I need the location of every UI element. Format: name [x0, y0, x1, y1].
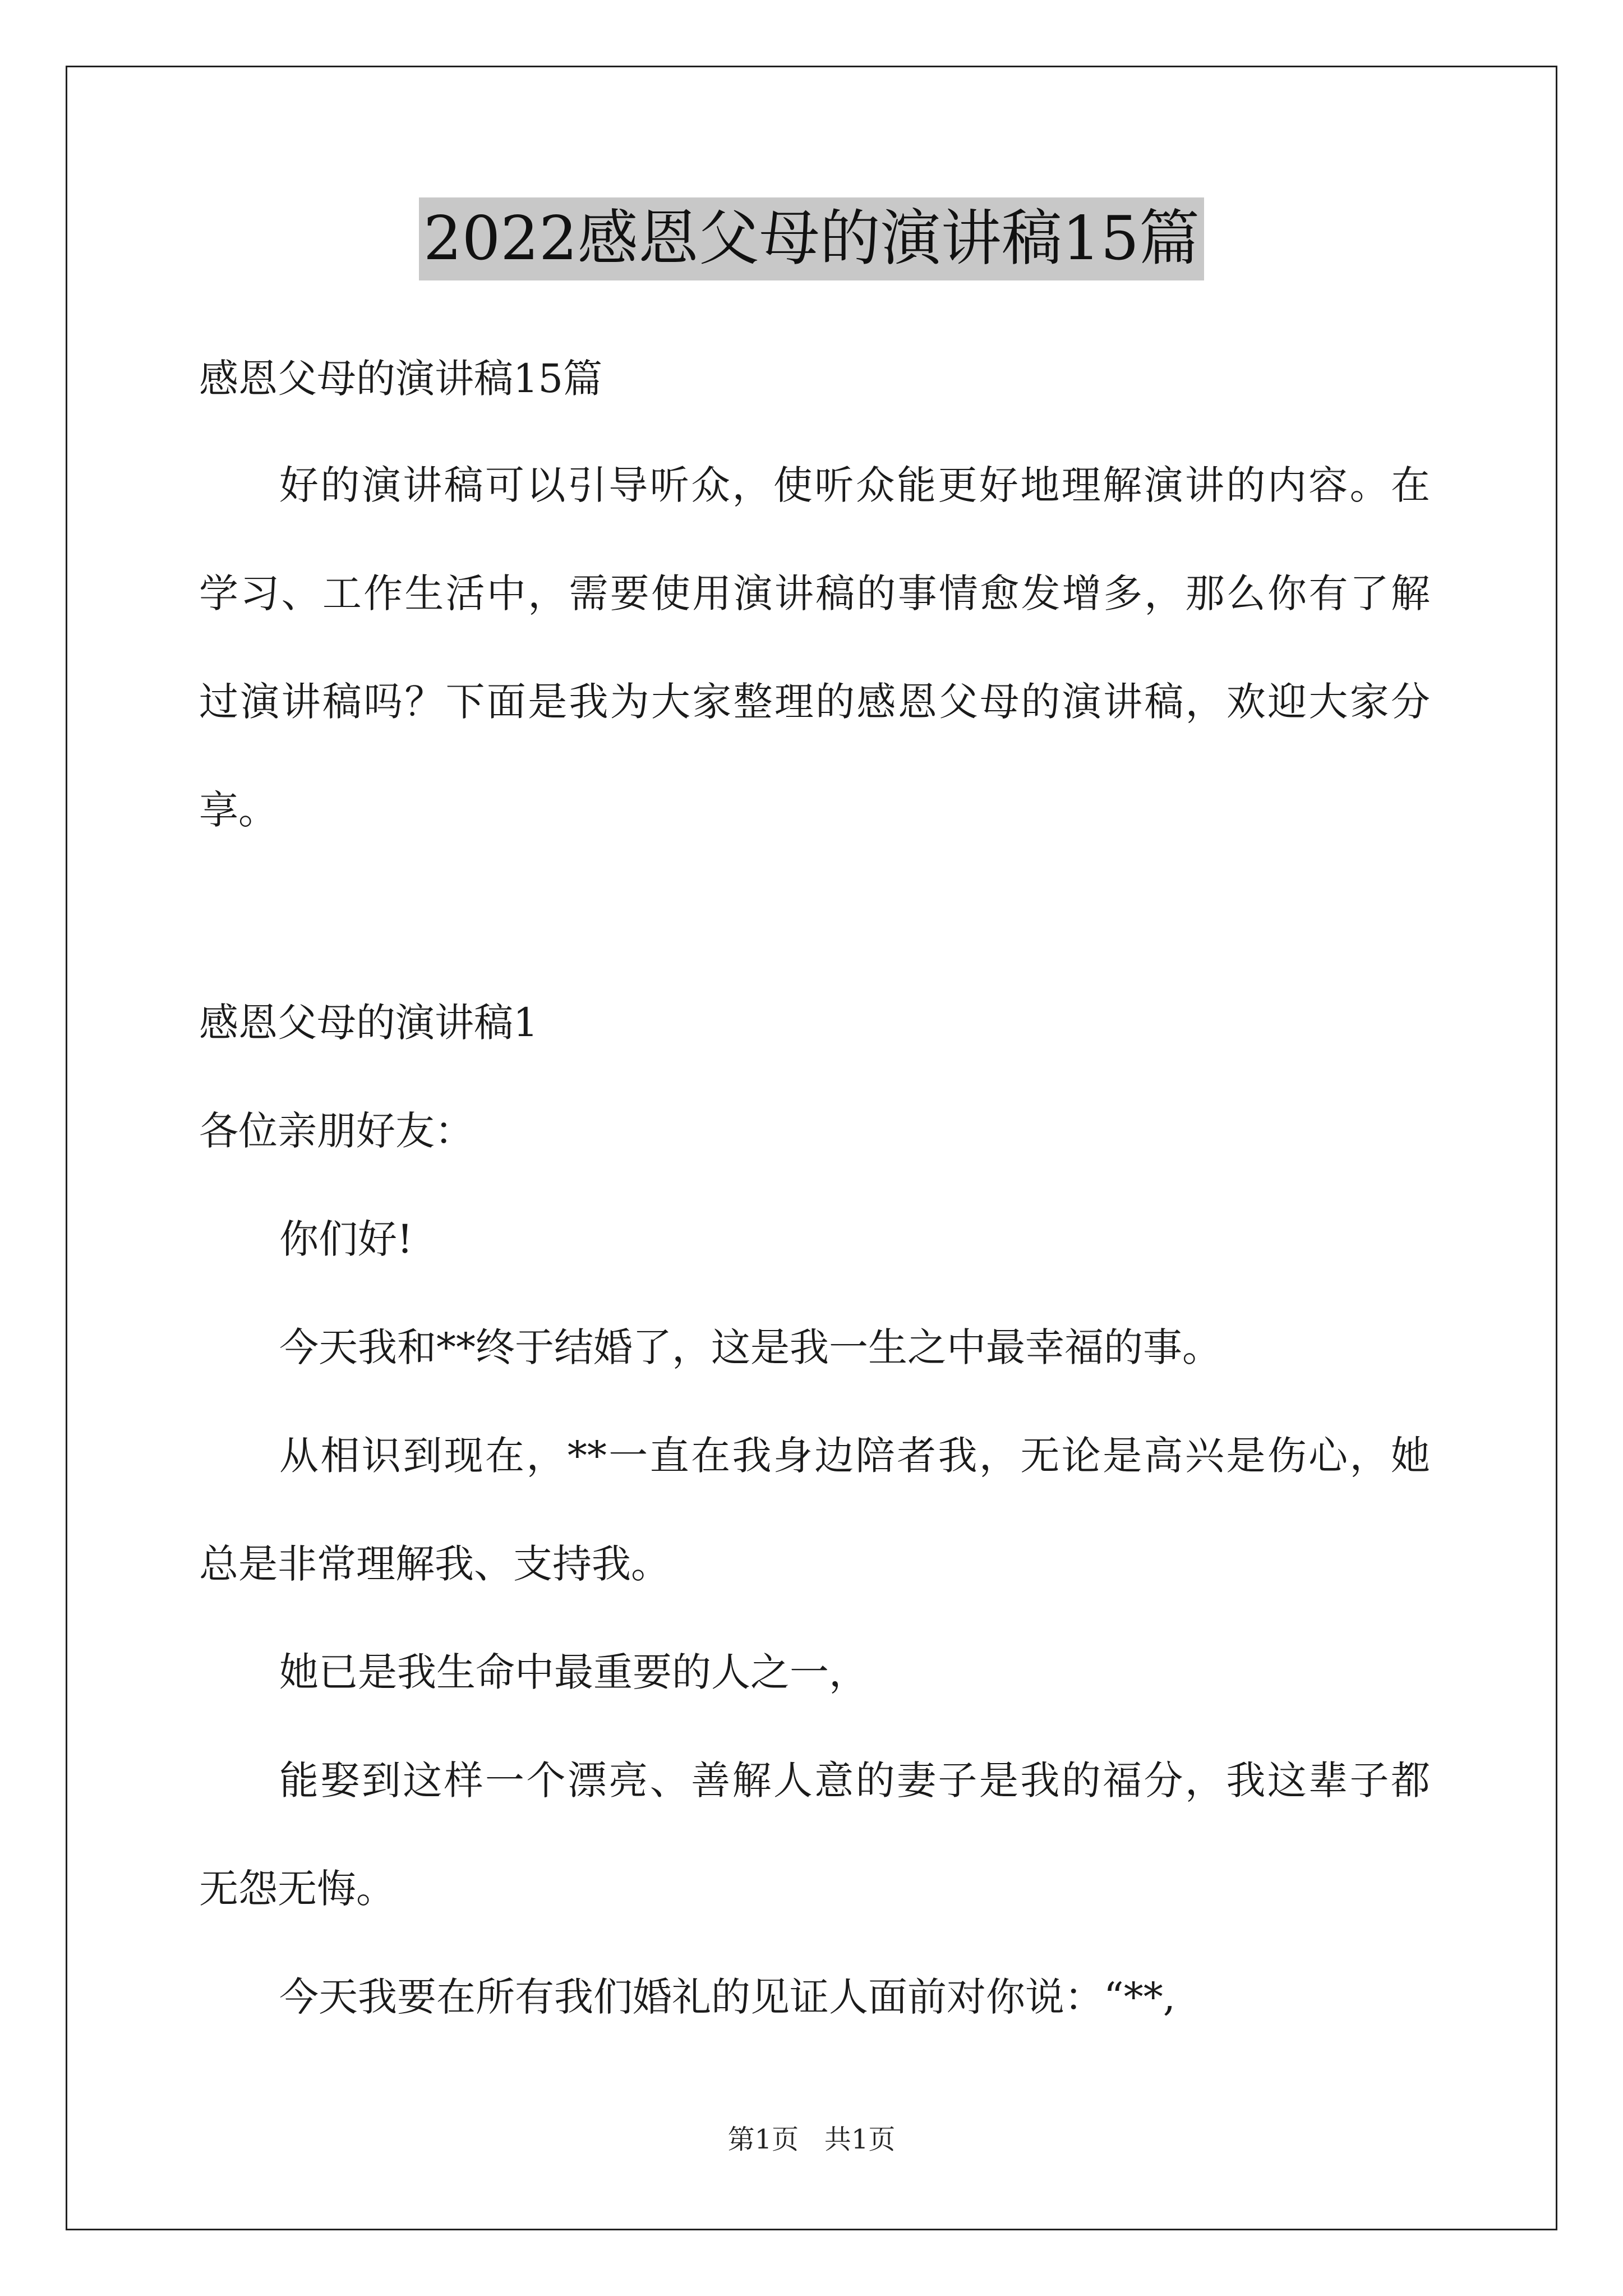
paragraph-line: 好的演讲稿可以引导听众，使听众能更好地理解演讲的内容。在 — [279, 462, 1430, 508]
salutation-line: 各位亲朋好友： — [199, 1108, 474, 1154]
paragraph-line: 今天我和**终于结婚了，这是我一生之中最幸福的事。 — [279, 1324, 1221, 1370]
paragraph-line: 过演讲稿吗？下面是我为大家整理的感恩父母的演讲稿，欢迎大家分 — [199, 679, 1430, 725]
paragraph-line: 总是非常理解我、支持我。 — [199, 1541, 670, 1587]
paragraph-line: 今天我要在所有我们婚礼的见证人面前对你说：“**, — [279, 1974, 1176, 2020]
title-container — [0, 197, 1623, 280]
paragraph-line: 能娶到这样一个漂亮、善解人意的妻子是我的福分，我这辈子都 — [279, 1757, 1430, 1803]
paragraph-line: 你们好! — [279, 1216, 413, 1262]
paragraph-line: 享。 — [199, 787, 278, 833]
document-title: 2022感恩父母的演讲稿15篇 — [419, 197, 1204, 280]
page-footer — [0, 2123, 1623, 2156]
paragraph-line: 她已是我生命中最重要的人之一， — [279, 1649, 868, 1695]
page-number: 第1页 共1页 — [727, 2124, 896, 2155]
section-heading: 感恩父母的演讲稿1 — [199, 1000, 538, 1046]
subtitle-line: 感恩父母的演讲稿15篇 — [199, 356, 603, 402]
paragraph-line: 学习、工作生活中，需要使用演讲稿的事情愈发增多，那么你有了解 — [199, 570, 1430, 616]
paragraph-line: 无怨无悔。 — [199, 1866, 395, 1912]
paragraph-line: 从相识到现在，**一直在我身边陪者我，无论是高兴是伤心，她 — [279, 1433, 1430, 1479]
